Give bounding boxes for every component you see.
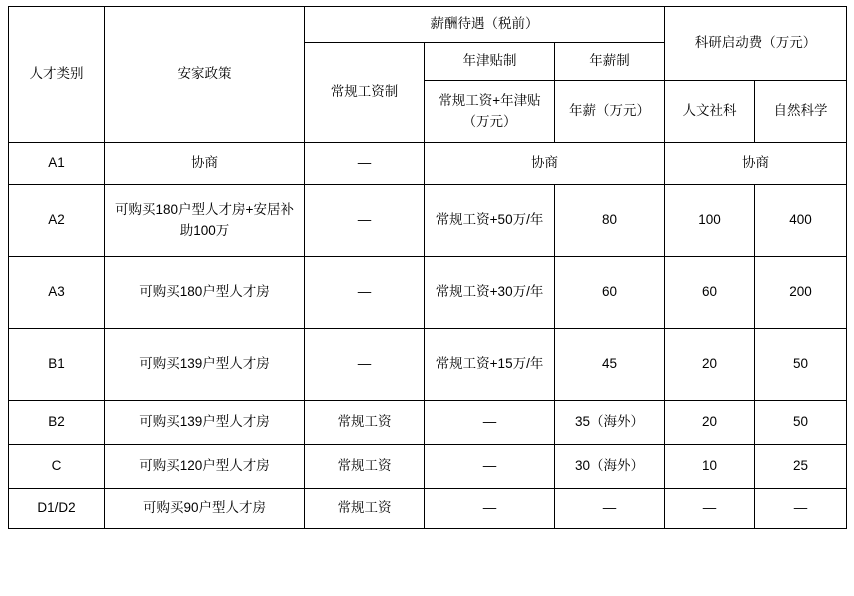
- cell-allowance: 常规工资+30万/年: [425, 257, 555, 329]
- header-annual-salary: 年薪（万元）: [555, 81, 665, 143]
- cell-humanities-fund: 20: [665, 401, 755, 445]
- talent-treatment-table: [8, 6, 847, 529]
- header-annual-salary-system: 年薪制: [555, 43, 665, 81]
- cell-annual-salary: 80: [555, 185, 665, 257]
- cell-housing: 可购买180户型人才房: [105, 257, 305, 329]
- cell-category: B1: [9, 329, 105, 401]
- header-regular-plus-allowance: 常规工资+年津贴（万元）: [425, 81, 555, 143]
- cell-regular-salary: —: [305, 329, 425, 401]
- header-humanities: 人文社科: [665, 81, 755, 143]
- cell-annual-salary: 35（海外）: [555, 401, 665, 445]
- cell-humanities-fund: 20: [665, 329, 755, 401]
- header-compensation-group: 薪酬待遇（税前）: [305, 7, 665, 43]
- header-housing-policy: 安家政策: [105, 7, 305, 143]
- cell-natural-fund: 50: [755, 401, 847, 445]
- cell-natural-fund: 200: [755, 257, 847, 329]
- cell-allowance: 常规工资+50万/年: [425, 185, 555, 257]
- cell-fund-negotiate: 协商: [665, 143, 847, 185]
- header-natural-science: 自然科学: [755, 81, 847, 143]
- cell-regular-salary: 常规工资: [305, 489, 425, 529]
- cell-annual-salary: 30（海外）: [555, 445, 665, 489]
- cell-housing: 协商: [105, 143, 305, 185]
- cell-housing: 可购买120户型人才房: [105, 445, 305, 489]
- cell-annual-salary: 60: [555, 257, 665, 329]
- cell-category: C: [9, 445, 105, 489]
- cell-humanities-fund: 100: [665, 185, 755, 257]
- cell-natural-fund: 25: [755, 445, 847, 489]
- table-row: [9, 257, 847, 329]
- table-row: [9, 329, 847, 401]
- cell-humanities-fund: —: [665, 489, 755, 529]
- cell-regular-salary: —: [305, 185, 425, 257]
- cell-housing: 可购买180户型人才房+安居补助100万: [105, 185, 305, 257]
- table-row: [9, 185, 847, 257]
- cell-category: B2: [9, 401, 105, 445]
- cell-annual-salary: 45: [555, 329, 665, 401]
- cell-natural-fund: 50: [755, 329, 847, 401]
- cell-natural-fund: —: [755, 489, 847, 529]
- cell-housing: 可购买90户型人才房: [105, 489, 305, 529]
- cell-annual-salary: —: [555, 489, 665, 529]
- header-regular-salary-system: 常规工资制: [305, 43, 425, 143]
- table-row: [9, 143, 847, 185]
- table-row: [9, 401, 847, 445]
- cell-compensation-negotiate: 协商: [425, 143, 665, 185]
- header-annual-allowance-system: 年津贴制: [425, 43, 555, 81]
- cell-natural-fund: 400: [755, 185, 847, 257]
- cell-allowance: —: [425, 401, 555, 445]
- cell-regular-salary: 常规工资: [305, 445, 425, 489]
- cell-allowance: 常规工资+15万/年: [425, 329, 555, 401]
- header-research-fund-group: 科研启动费（万元）: [665, 7, 847, 81]
- cell-category: D1/D2: [9, 489, 105, 529]
- table-header-row-1: [9, 7, 847, 43]
- cell-category: A1: [9, 143, 105, 185]
- cell-humanities-fund: 60: [665, 257, 755, 329]
- cell-allowance: —: [425, 445, 555, 489]
- cell-humanities-fund: 10: [665, 445, 755, 489]
- header-talent-category: 人才类别: [9, 7, 105, 143]
- cell-regular-salary: —: [305, 257, 425, 329]
- table-row: [9, 445, 847, 489]
- table-row: [9, 489, 847, 529]
- cell-regular-salary: 常规工资: [305, 401, 425, 445]
- cell-allowance: —: [425, 489, 555, 529]
- cell-category: A2: [9, 185, 105, 257]
- cell-category: A3: [9, 257, 105, 329]
- cell-housing: 可购买139户型人才房: [105, 329, 305, 401]
- cell-housing: 可购买139户型人才房: [105, 401, 305, 445]
- cell-regular-salary: —: [305, 143, 425, 185]
